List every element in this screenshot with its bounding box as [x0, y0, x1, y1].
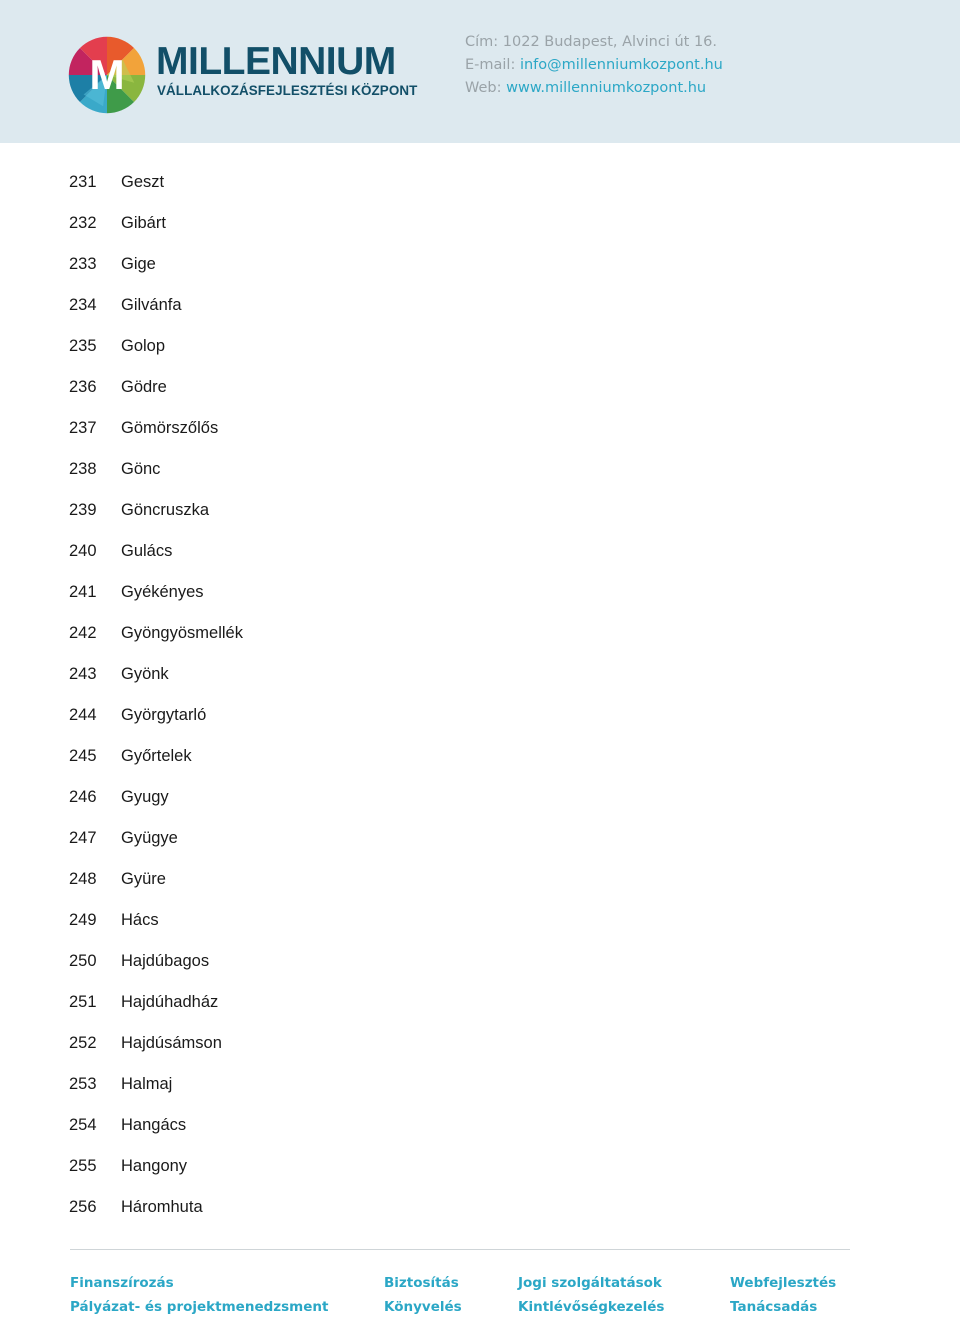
footer-link-webfejlesztes[interactable]: Webfejlesztés [730, 1275, 837, 1291]
footer-link-biztositas[interactable]: Biztosítás [384, 1275, 459, 1291]
logo-letter: M [89, 51, 125, 99]
item-number: 233 [69, 255, 97, 273]
footer-col-1 [70, 1274, 328, 1322]
contact-block [465, 32, 723, 101]
footer-col-3 [518, 1274, 664, 1322]
item-name: Gyönk [121, 665, 169, 683]
contact-address [465, 32, 723, 55]
list-item [69, 991, 243, 1032]
list-item [69, 909, 243, 950]
list-item [69, 335, 243, 376]
millennium-logo-icon [68, 36, 146, 114]
web-label: Web: [465, 80, 502, 96]
item-number: 241 [69, 583, 97, 601]
list-item [69, 1032, 243, 1073]
item-number: 247 [69, 829, 97, 847]
brand-subtitle: VÁLLALKOZÁSFEJLESZTÉSI KÖZPONT [157, 83, 418, 98]
contact-email [465, 55, 723, 78]
footer-link-kintlevoseg[interactable]: Kintlévőségkezelés [518, 1299, 665, 1315]
item-name: Gömörszőlős [121, 419, 219, 437]
item-number: 255 [69, 1157, 97, 1175]
list-item [69, 1114, 243, 1155]
item-number: 236 [69, 378, 97, 396]
list-item [69, 212, 243, 253]
list-item [69, 704, 243, 745]
item-number: 252 [69, 1034, 97, 1052]
item-number: 244 [69, 706, 97, 724]
list-item [69, 540, 243, 581]
item-name: Hangács [121, 1116, 187, 1134]
item-name: Geszt [121, 173, 165, 191]
item-number: 234 [69, 296, 97, 314]
settlement-list [69, 171, 243, 1237]
item-number: 237 [69, 419, 97, 437]
item-name: Hangony [121, 1157, 188, 1175]
item-name: Györgytarló [121, 706, 207, 724]
item-number: 239 [69, 501, 97, 519]
footer-divider [70, 1249, 850, 1250]
footer-link-jogi[interactable]: Jogi szolgáltatások [518, 1275, 662, 1291]
item-name: Halmaj [121, 1075, 173, 1093]
list-item [69, 171, 243, 212]
web-link[interactable]: www.millenniumkozpont.hu [506, 80, 707, 96]
page-header [0, 0, 960, 143]
list-item [69, 417, 243, 458]
item-name: Gyüre [121, 870, 166, 888]
list-item [69, 950, 243, 991]
item-name: Gödre [121, 378, 167, 396]
item-number: 249 [69, 911, 97, 929]
footer-link-konyveles[interactable]: Könyvelés [384, 1299, 462, 1315]
list-item [69, 827, 243, 868]
item-number: 245 [69, 747, 97, 765]
item-name: Háromhuta [121, 1198, 203, 1216]
item-number: 243 [69, 665, 97, 683]
item-number: 232 [69, 214, 97, 232]
list-item [69, 376, 243, 417]
address-value: 1022 Budapest, Alvinci út 16. [502, 34, 718, 50]
item-number: 231 [69, 173, 97, 191]
list-item [69, 663, 243, 704]
list-item [69, 499, 243, 540]
list-item [69, 1155, 243, 1196]
footer-col-4 [730, 1274, 836, 1322]
item-number: 250 [69, 952, 97, 970]
email-link[interactable]: info@millenniumkozpont.hu [519, 57, 723, 73]
list-item [69, 622, 243, 663]
item-number: 248 [69, 870, 97, 888]
list-item [69, 1073, 243, 1114]
item-name: Gibárt [121, 214, 166, 232]
footer-col-2 [384, 1274, 462, 1322]
list-item [69, 745, 243, 786]
item-name: Gönc [121, 460, 161, 478]
item-name: Gyöngyösmellék [121, 624, 243, 642]
list-item [69, 1196, 243, 1237]
item-name: Hajdúbagos [121, 952, 210, 970]
item-name: Gilvánfa [121, 296, 182, 314]
list-item [69, 458, 243, 499]
item-name: Hajdúsámson [121, 1034, 222, 1052]
item-name: Győrtelek [121, 747, 192, 765]
item-number: 238 [69, 460, 97, 478]
item-name: Gyékényes [121, 583, 204, 601]
item-number: 242 [69, 624, 97, 642]
item-number: 240 [69, 542, 97, 560]
item-name: Hács [121, 911, 159, 929]
item-name: Golop [121, 337, 166, 355]
item-name: Gulács [121, 542, 173, 560]
list-item [69, 868, 243, 909]
list-item [69, 253, 243, 294]
item-number: 254 [69, 1116, 97, 1134]
item-number: 246 [69, 788, 97, 806]
item-name: Göncruszka [121, 501, 210, 519]
address-label: Cím: [465, 34, 499, 50]
item-number: 251 [69, 993, 97, 1011]
contact-web [465, 78, 723, 101]
list-item [69, 294, 243, 335]
item-name: Gyugy [121, 788, 169, 806]
list-item [69, 581, 243, 622]
footer-link-tanacsadas[interactable]: Tanácsadás [730, 1299, 818, 1315]
footer-link-palyazat[interactable]: Pályázat- és projektmenedzsment [70, 1299, 329, 1315]
item-name: Gyügye [121, 829, 178, 847]
item-number: 256 [69, 1198, 97, 1216]
item-name: Gige [121, 255, 156, 273]
footer-link-finanszirozas[interactable]: Finanszírozás [70, 1275, 174, 1291]
brand-title: MILLENNIUM [156, 40, 396, 83]
email-label: E-mail: [465, 57, 516, 73]
item-number: 235 [69, 337, 97, 355]
list-item [69, 786, 243, 827]
item-name: Hajdúhadház [121, 993, 219, 1011]
item-number: 253 [69, 1075, 97, 1093]
